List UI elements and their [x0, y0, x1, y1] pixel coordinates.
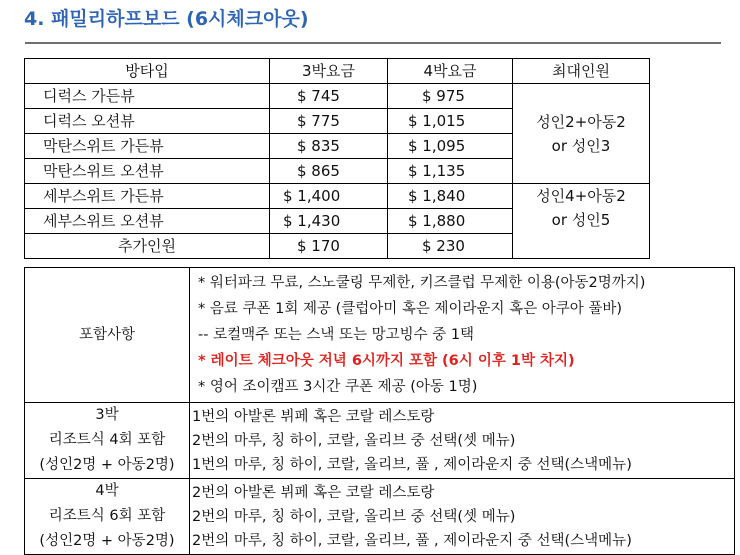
room-name: 막탄스위트 오션뷰	[25, 159, 270, 184]
list-item-highlight: * 레이트 체크아웃 저녁 6시까지 포함 (6시 이후 1박 차지)	[198, 353, 575, 369]
rate-3night: $ 835	[270, 134, 388, 159]
plan-guests: (성인2명 + 아동2명)	[39, 457, 175, 473]
rate-4night: $ 1,880	[388, 209, 513, 234]
list-item: * 음료 쿠폰 1회 제공 (클럽아미 혹은 제이라운지 혹은 아쿠아 풀바)	[198, 301, 623, 317]
list-item: 2번의 마루, 칭 하이, 코랄, 올리브 중 선택(셋 메뉴)	[192, 432, 516, 449]
table-row	[25, 84, 650, 109]
rate-3night: $ 775	[270, 109, 388, 134]
list-item: * 영어 조이캠프 3시간 쿠폰 제공 (아동 1명)	[198, 379, 478, 395]
rate-4night: $ 230	[388, 234, 513, 259]
plan-4night-row	[25, 479, 735, 555]
room-rate-table	[24, 58, 650, 259]
room-rate-header-row	[25, 59, 650, 84]
list-item: 1번의 아발론 뷔페 혹은 코랄 레스토랑	[192, 408, 435, 425]
header-room-type: 방타입	[25, 59, 270, 84]
capacity-cebu-suite	[513, 184, 650, 259]
rate-4night: $ 975	[388, 84, 513, 109]
rate-3night: $ 1,430	[270, 209, 388, 234]
list-item: 2번의 마루, 칭 하이, 코랄, 올리브 중 선택(셋 메뉴)	[192, 508, 516, 525]
plan-3night-label	[25, 403, 190, 479]
plan-meals: 리조트식 6회 포함	[48, 508, 166, 524]
rate-3night: $ 745	[270, 84, 388, 109]
plan-guests: (성인2명 + 아동2명)	[39, 533, 175, 549]
header-4night-rate: 4박요금	[388, 59, 513, 84]
plan-nights: 4박	[95, 483, 119, 499]
capacity-line: 성인2+아동2	[536, 112, 626, 131]
plan-nights: 3박	[95, 407, 119, 423]
room-name: 추가인원	[25, 234, 270, 259]
included-label: 포함사항	[25, 268, 190, 403]
capacity-line: or 성인3	[551, 136, 611, 155]
rate-3night: $ 865	[270, 159, 388, 184]
list-item: 2번의 마루, 칭 하이, 코랄, 올리브, 풀 , 제이라운지 중 선택(스낵메뉴)	[192, 532, 632, 549]
plan-3night-row	[25, 403, 735, 479]
header-max-guests: 최대인원	[513, 59, 650, 84]
room-name: 막탄스위트 가든뷰	[25, 134, 270, 159]
rate-4night: $ 1,015	[388, 109, 513, 134]
included-row	[25, 268, 735, 403]
room-name: 디럭스 가든뷰	[25, 84, 270, 109]
rate-3night: $ 170	[270, 234, 388, 259]
list-item: * 워터파크 무료, 스노쿨링 무제한, 키즈클럽 무제한 이용(아동2명까지)	[198, 275, 646, 291]
list-item: 2번의 아발론 뷔페 혹은 코랄 레스토랑	[192, 484, 435, 501]
plan-4night-items	[190, 479, 735, 555]
capacity-line: 성인4+아동2	[536, 187, 626, 205]
room-name: 디럭스 오션뷰	[25, 109, 270, 134]
room-name: 세부스위트 오션뷰	[25, 209, 270, 234]
room-name: 세부스위트 가든뷰	[25, 184, 270, 209]
section-title: 4. 패밀리하프보드 (6시체크아웃)	[24, 8, 309, 30]
plan-4night-label	[25, 479, 190, 555]
plan-3night-items	[190, 403, 735, 479]
list-item: 1번의 마루, 칭 하이, 코랄, 올리브, 풀 , 제이라운지 중 선택(스낵메뉴)	[192, 456, 632, 473]
capacity-line: or 성인5	[551, 211, 611, 229]
capacity-deluxe-mactan	[513, 84, 650, 184]
header-3night-rate: 3박요금	[270, 59, 388, 84]
list-item: -- 로컬맥주 또는 스낵 또는 망고빙수 중 1택	[198, 327, 475, 343]
plan-meals: 리조트식 4회 포함	[48, 432, 166, 448]
included-items	[190, 268, 735, 403]
rate-4night: $ 1,095	[388, 134, 513, 159]
table-row	[25, 184, 650, 209]
rate-4night: $ 1,135	[388, 159, 513, 184]
title-underline	[25, 42, 721, 44]
rate-4night: $ 1,840	[388, 184, 513, 209]
package-details-table	[24, 267, 735, 555]
rate-3night: $ 1,400	[270, 184, 388, 209]
